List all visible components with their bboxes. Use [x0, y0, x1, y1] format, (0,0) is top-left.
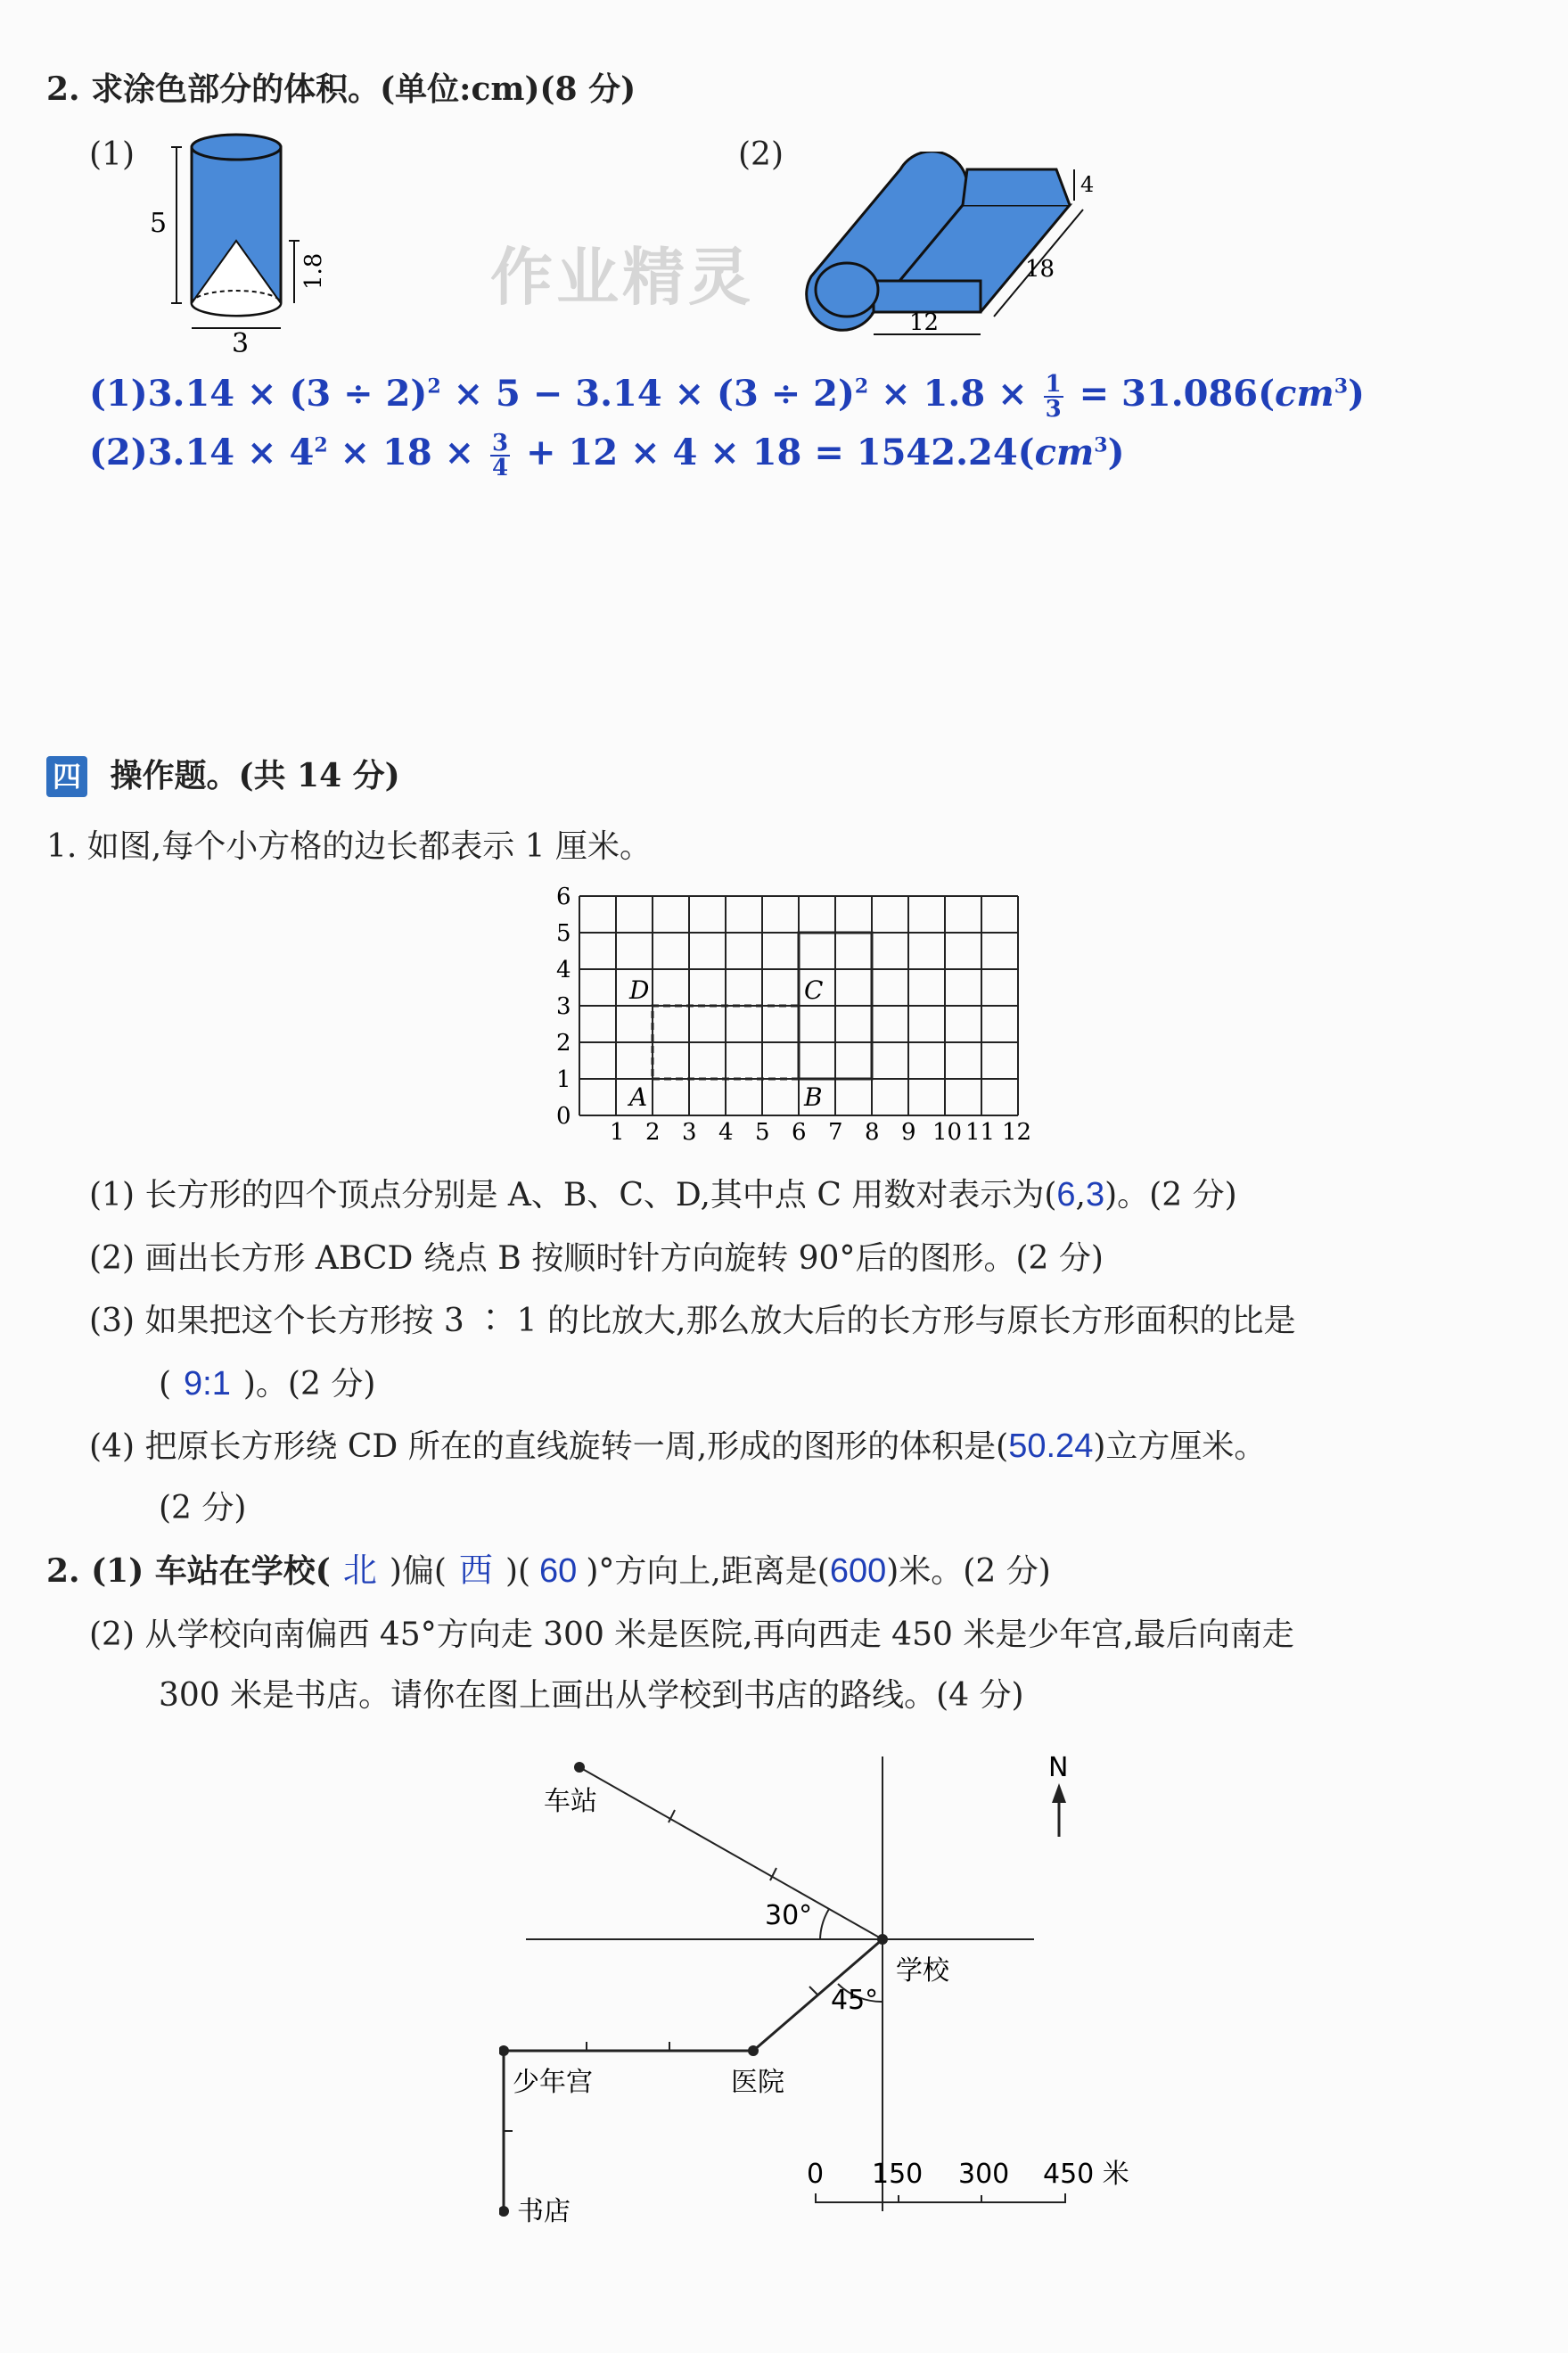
x-tick-9: 9 — [901, 1119, 916, 1146]
scale-0: 0 — [807, 2159, 825, 2190]
station-label: 车站 — [544, 1786, 597, 1817]
y-tick-4: 4 — [556, 957, 571, 983]
q1-sub2: (2) 画出长方形 ABCD 绕点 B 按顺时针方向旋转 90°后的图形。(2 分) — [89, 1240, 1104, 1277]
x-tick-4: 4 — [718, 1119, 734, 1146]
watermark: 作业精灵 — [490, 241, 754, 314]
answer-2: $(2)3.14 \times 4^2 \times 18$ × $\frac{3}{4}$ + $12 \times 4 \times 18 = 1542.24(cm^3)$ — [89, 430, 1125, 481]
north-label: N — [1048, 1752, 1069, 1783]
part2-label: (2) — [738, 136, 784, 173]
x-tick-6: 6 — [792, 1119, 807, 1146]
x-tick-8: 8 — [865, 1119, 880, 1146]
x-tick-11: 11 — [965, 1119, 996, 1146]
y-tick-2: 2 — [556, 1030, 571, 1057]
grid-figure — [544, 883, 1043, 1150]
y-tick-0: 0 — [556, 1103, 571, 1130]
q2-sub2-line2: 300 米是书店。请你在图上画出从学校到书店的路线。(4 分) — [159, 1677, 1024, 1714]
palace-label: 少年宫 — [513, 2067, 593, 2098]
fig1-cone-h: 1.8 — [300, 252, 327, 290]
q2-sub2-line1: (2) 从学校向南偏西 45°方向走 300 米是医院,再向西走 450 米是少年宫,最后向南走 — [89, 1617, 1294, 1653]
y-tick-3: 3 — [556, 993, 571, 1020]
scale-300: 300 — [958, 2159, 1010, 2190]
x-tick-12: 12 — [1002, 1119, 1032, 1146]
hospital-label: 医院 — [731, 2067, 784, 2098]
answer-1: $(1)3.14 \times (3 \div 2)^2 \times 5 - 3.14 \times (3 \div 2)^2 \times 1.8$ × $\frac{1}{3}$ = $31.086(cm^3)$ — [89, 371, 1365, 423]
x-tick-1: 1 — [610, 1119, 625, 1146]
section-badge: 四 — [46, 756, 87, 797]
q1-title: 1. 如图,每个小方格的边长都表示 1 厘米。 — [46, 828, 653, 865]
angle-45: 45° — [831, 1985, 879, 2016]
x-tick-10: 10 — [932, 1119, 963, 1146]
route-map — [499, 1739, 1177, 2256]
q2-sub1: 2. (1) 车站在学校( 北 )偏( 西 )( 60 )°方向上,距离是(600)米。(2 分) — [46, 1552, 1051, 1590]
point-a: A — [629, 1082, 648, 1112]
scale-450: 450 米 — [1043, 2159, 1129, 2190]
q1-sub4-line2: (2 分) — [159, 1490, 247, 1526]
x-tick-3: 3 — [682, 1119, 697, 1146]
fig2-width: 12 — [909, 309, 940, 336]
fig2-thick: 4 — [1080, 172, 1095, 197]
q1-sub4: (4) 把原长方形绕 CD 所在的直线旋转一周,形成的图形的体积是(50.24)立方厘米。 — [89, 1427, 1267, 1465]
school-label: 学校 — [896, 1955, 949, 1987]
bookstore-label: 书店 — [517, 2196, 571, 2227]
x-tick-5: 5 — [755, 1119, 770, 1146]
q1-sub3-line1: (3) 如果把这个长方形按 3 ∶ 1 的比放大,那么放大后的长方形与原长方形面积的比是 — [89, 1303, 1296, 1339]
point-d: D — [629, 975, 650, 1005]
fig1-diameter: 3 — [232, 328, 250, 357]
scale-150: 150 — [872, 2159, 924, 2190]
q1-sub3-line2: ( 9:1 )。(2 分) — [159, 1365, 376, 1403]
point-c: C — [804, 975, 824, 1005]
x-tick-2: 2 — [645, 1119, 661, 1146]
part1-label: (1) — [89, 136, 135, 173]
x-tick-7: 7 — [828, 1119, 843, 1146]
y-tick-6: 6 — [556, 884, 571, 910]
point-b: B — [804, 1082, 823, 1112]
fig1-height: 5 — [150, 208, 168, 239]
angle-30: 30° — [765, 1900, 813, 1931]
y-tick-1: 1 — [556, 1066, 571, 1093]
q1-sub1: (1) 长方形的四个顶点分别是 A、B、C、D,其中点 C 用数对表示为(6,3)。(2 分) — [89, 1176, 1237, 1214]
half-cylinder-figure — [802, 152, 1105, 348]
y-tick-5: 5 — [556, 920, 571, 947]
q2-volume-title: 2. 求涂色部分的体积。(单位:cm)(8 分) — [46, 70, 636, 108]
section4-header: 四 操作题。(共 14 分) — [46, 756, 400, 797]
cylinder-figure — [143, 125, 357, 357]
fig2-length: 18 — [1025, 256, 1055, 283]
